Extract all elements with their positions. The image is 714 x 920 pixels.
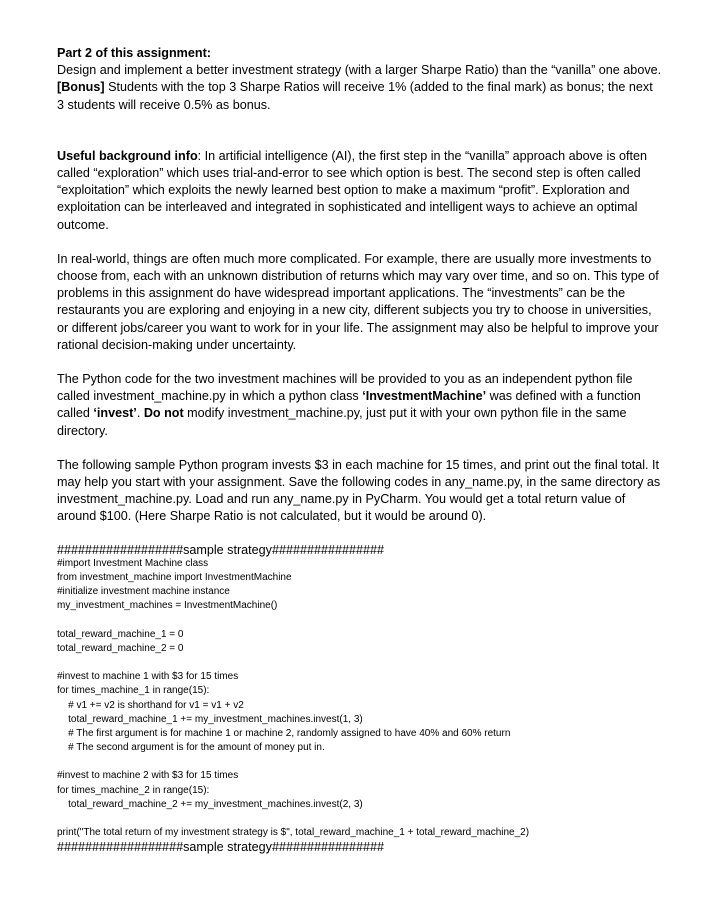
func-name: ‘invest’	[93, 406, 137, 421]
python-text-1: The Python code for the two investment machines will be provided to you as an independent python file called investment_machine.py in which a python class	[57, 372, 633, 404]
code-header: ##################sample strategy################	[57, 542, 385, 557]
part2-text-2: Students with the top 3 Sharpe Ratios will receive 1% (added to the final mark) as bonus; the next 3 students will receive 0.5% as bonus.	[57, 80, 653, 112]
sample-text: The following sample Python program invests $3 in each machine for 15 times, and print out the final total. It may help you start with your assignment. Save the following codes in any_name.py, in the same directory as investment_machine.py. Load and run any_name.py in PyCharm. You would get a total return value of around $100. (Here Sharpe Ratio is not calculated, but it would be around 0).	[57, 457, 661, 524]
code-line: total_reward_machine_2 = 0	[57, 642, 184, 654]
background-text: : In artificial intelligence (AI), the first step in the “vanilla” approach above is often called “exploration” which uses trial-and-error to see which option is best. The second step is often called “exploitation” which exploits the newly learned best option to make a maximum “profit”. Exploration and exploitation can be interleaved and integrated in sophisticated and intelligent ways to achieve an optimal outcome.	[57, 148, 648, 232]
code-footer: ##################sample strategy################	[57, 840, 385, 855]
python-text-3: .	[136, 406, 144, 421]
code-line: from investment_machine import InvestmentMachine	[57, 572, 292, 584]
python-text-2: was defined with a function called	[57, 389, 641, 421]
do-not-label: Do not	[143, 406, 184, 421]
realworld-text: In real-world, things are often much more complicated. For example, there are usually more investments to choose from, each with an unknown distribution of returns which may vary over time, and so on. This type of problems in this assignment do have widespread important applications. The “investments” can be the restaurants you are exploring and enjoying in a new city, different subjects you try to choose in universities, or different jobs/career you want to work for in your life. The assignment may also be helpful to improve your rational decision-making under uncertainty.	[57, 251, 659, 352]
code-line: #invest to machine 1 with $3 for 15 times	[57, 671, 239, 683]
code-line: #invest to machine 2 with $3 for 15 times	[57, 770, 239, 782]
code-line: # The second argument is for the amount of money put in.	[57, 742, 325, 754]
bonus-label: [Bonus]	[57, 80, 105, 95]
code-line: # The first argument is for machine 1 or machine 2, randomly assigned to have 40% and 60% return	[57, 727, 511, 739]
background-paragraph	[57, 148, 663, 234]
python-text-4: modify investment_machine.py, just put it with your own python file in the same directory.	[57, 406, 627, 438]
code-line: total_reward_machine_2 += my_investment_machines.invest(2, 3)	[57, 798, 363, 810]
class-name: ‘InvestmentMachine’	[362, 389, 487, 404]
code-line: for times_machine_2 in range(15):	[57, 784, 210, 796]
code-print-line: print("The total return of my investment strategy is $", total_reward_machine_1 + total_reward_machine_2)	[57, 826, 530, 838]
realworld-paragraph	[57, 251, 663, 354]
code-line: # v1 += v2 is shorthand for v1 = v1 + v2	[57, 699, 244, 711]
part2-heading: Part 2 of this assignment:	[57, 46, 211, 60]
code-line: total_reward_machine_1 = 0	[57, 628, 184, 640]
code-line: #initialize investment machine instance	[57, 586, 230, 598]
background-label: Useful background info	[57, 148, 198, 163]
code-line: for times_machine_1 in range(15):	[57, 685, 210, 697]
code-line: total_reward_machine_1 += my_investment_machines.invest(1, 3)	[57, 713, 363, 725]
part2-paragraph	[57, 45, 663, 114]
code-line: #import Investment Machine class	[57, 557, 209, 569]
code-listing	[57, 543, 663, 855]
part2-text-1: Design and implement a better investment strategy (with a larger Sharpe Ratio) than the “vanilla” one above.	[57, 63, 662, 78]
python-code-paragraph	[57, 371, 663, 440]
sample-paragraph	[57, 457, 663, 526]
document-page	[57, 45, 663, 854]
code-line: my_investment_machines = InvestmentMachine()	[57, 600, 278, 612]
